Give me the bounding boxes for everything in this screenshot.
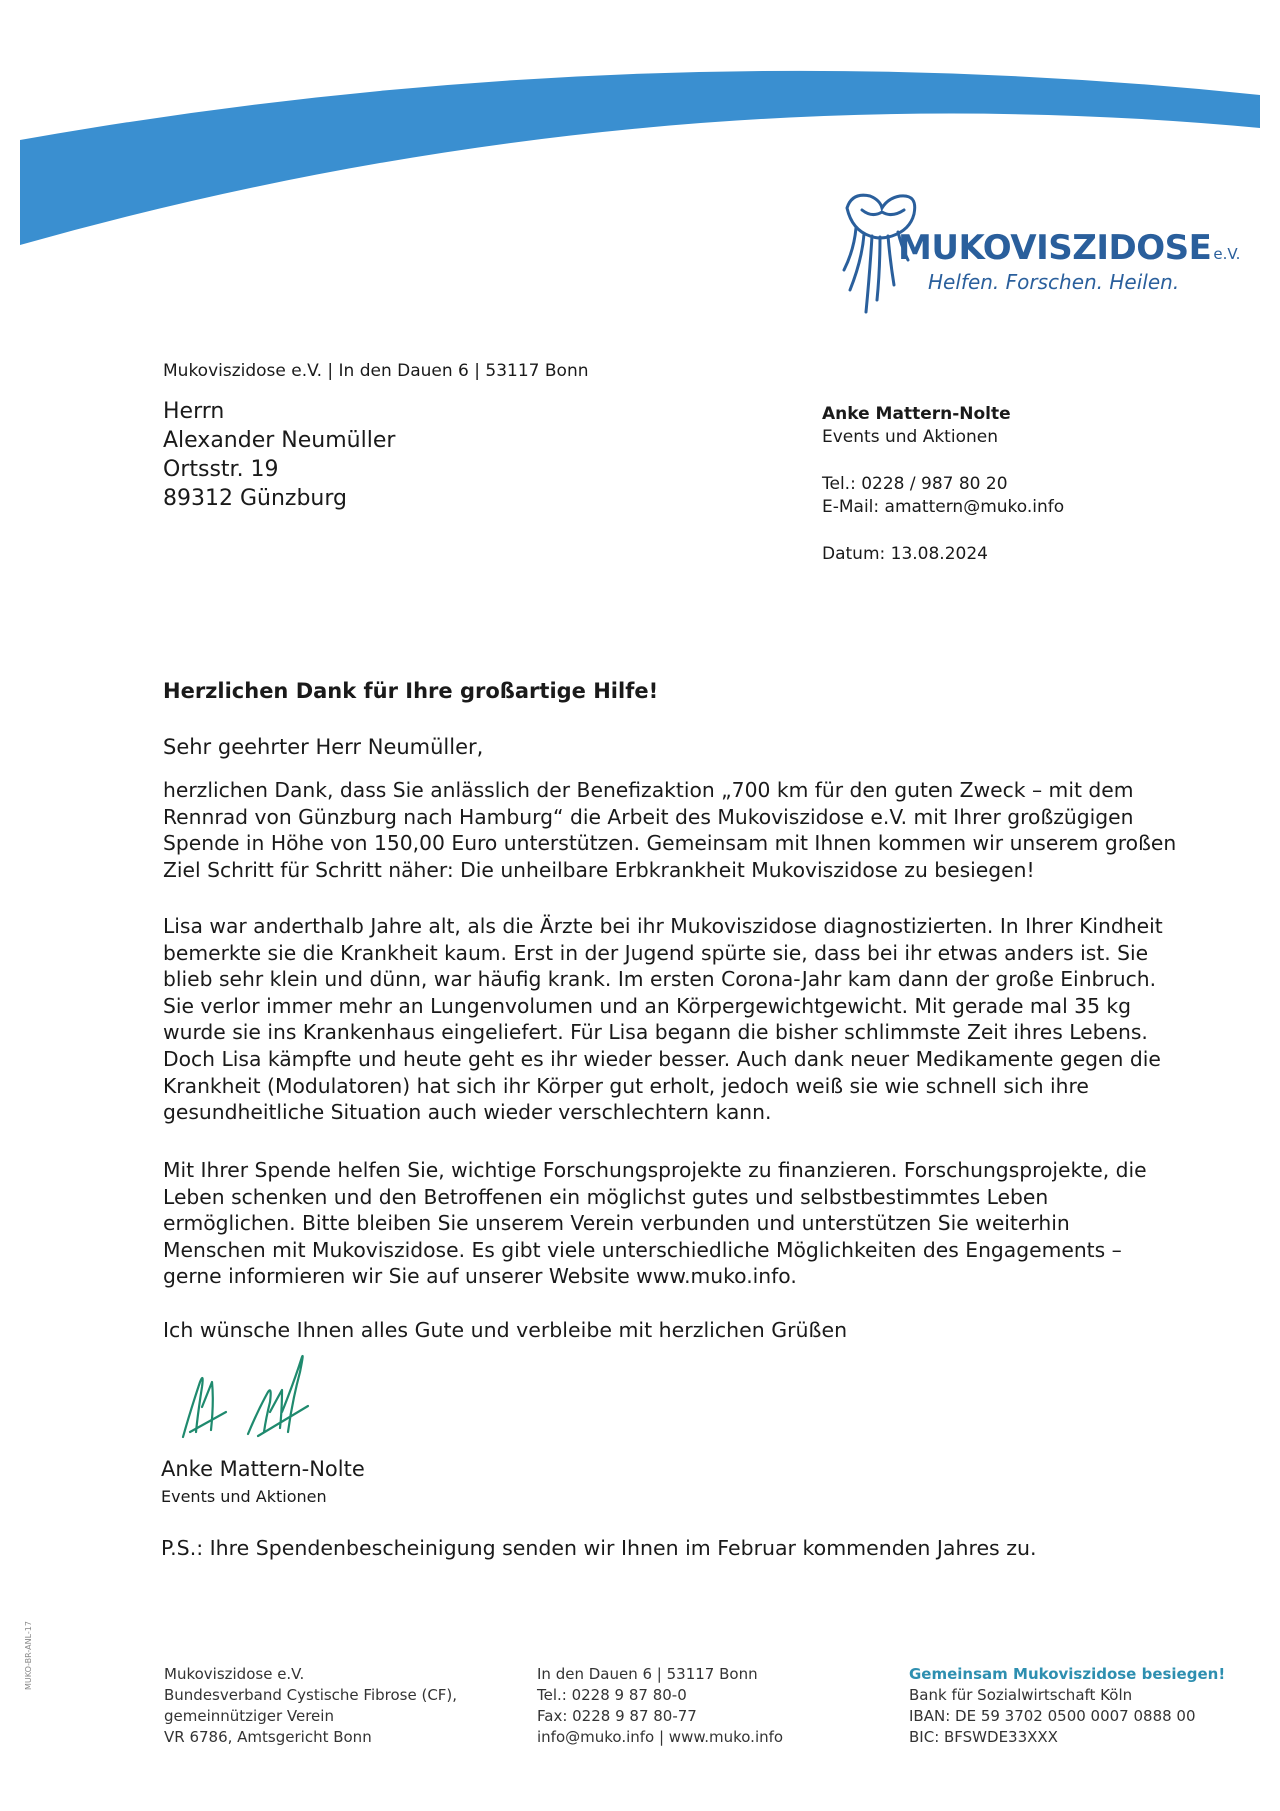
paragraph-line: Lisa war anderthalb Jahre alt, als die Ärzte bei ihr Mukoviszidose diagnostizierten. In Ihrer Kindheit — [163, 914, 1163, 938]
footer-line: VR 6786, Amtsgericht Bonn — [164, 1728, 372, 1746]
footer-contact — [537, 1664, 783, 1748]
contact-block — [822, 403, 1064, 566]
paragraph-line: Spende in Höhe von 150,00 Euro unterstützen. Gemeinsam mit Ihnen kommen wir unserem großen — [163, 831, 1177, 856]
body-paragraph-3 — [163, 1157, 1213, 1290]
letter-subject: Herzlichen Dank für Ihre großartige Hilfe! — [163, 679, 659, 703]
body-paragraph-1 — [163, 777, 1213, 883]
paragraph-line: gesundheitliche Situation auch wieder verschlechtern kann. — [163, 1100, 772, 1125]
paragraph-line: Sie verlor immer mehr an Lungenvolumen und an Körpergewichtgewicht. Mit gerade mal 35 kg — [163, 993, 1132, 1018]
brand-suffix: e.V. — [1213, 245, 1241, 263]
handwritten-signature — [178, 1352, 338, 1452]
contact-email[interactable]: E-Mail: amattern@muko.info — [822, 497, 1065, 517]
recipient-address — [163, 397, 395, 513]
footer-web-links[interactable]: info@muko.info | www.muko.info — [537, 1728, 784, 1746]
footer-tagline: Gemeinsam Mukoviszidose besiegen! — [909, 1665, 1226, 1683]
footer-organization — [164, 1664, 457, 1748]
reference-code: MUKO-BR-ANL-17 — [24, 1621, 33, 1690]
letter-salutation: Sehr geehrter Herr Neumüller, — [163, 735, 484, 759]
footer-line: Mukoviszidose e.V. — [164, 1665, 305, 1683]
recipient-title: Herrn — [163, 399, 225, 424]
footer-line: Bank für Sozialwirtschaft Köln — [909, 1686, 1133, 1704]
footer-line: In den Dauen 6 | 53117 Bonn — [537, 1665, 758, 1683]
closing-line: Ich wünsche Ihnen alles Gute und verbleibe mit herzlichen Grüßen — [163, 1318, 848, 1342]
recipient-city: 89312 Günzburg — [163, 486, 347, 511]
paragraph-line: herzlichen Dank, dass Sie anlässlich der Benefizaktion „700 km für den guten Zweck – mit dem — [163, 778, 1134, 802]
recipient-name: Alexander Neumüller — [163, 428, 396, 453]
paragraph-line: ermöglichen. Bitte bleiben Sie unserem Verein verbunden und unterstützen Sie weiterhin — [163, 1211, 1070, 1236]
letter-date: Datum: 13.08.2024 — [822, 544, 988, 564]
signer-role: Events und Aktionen — [161, 1487, 327, 1506]
paragraph-line: Menschen mit Mukoviszidose. Es gibt viele unterschiedliche Möglichkeiten des Engagements – — [163, 1237, 1122, 1262]
footer-line: gemeinnütziger Verein — [164, 1707, 334, 1725]
footer-line: Fax: 0228 9 87 80-77 — [537, 1707, 697, 1725]
paragraph-line: gerne informieren wir Sie auf unserer Website www.muko.info. — [163, 1264, 797, 1289]
footer-line: BIC: BFSWDE33XXX — [909, 1728, 1058, 1746]
footer-line: Tel.: 0228 9 87 80-0 — [537, 1686, 687, 1704]
contact-phone: Tel.: 0228 / 987 80 20 — [822, 474, 1008, 494]
postscript: P.S.: Ihre Spendenbescheinigung senden wir Ihnen im Februar kommenden Jahres zu. — [161, 1536, 1037, 1560]
logo-wordmark — [898, 228, 1240, 268]
footer-line: IBAN: DE 59 3702 0500 0007 0888 00 — [909, 1707, 1196, 1725]
contact-department: Events und Aktionen — [822, 427, 998, 447]
paragraph-line: Krankheit (Modulatoren) hat sich ihr Körper gut erholt, jedoch weiß sie wie schnell sich ihre — [163, 1073, 1089, 1098]
paragraph-line: Leben schenken und den Betroffenen ein möglichst gutes und selbstbestimmtes Leben — [163, 1184, 1049, 1209]
brand-slogan: Helfen. Forschen. Heilen. — [928, 270, 1180, 294]
paragraph-line: wurde sie ins Krankenhaus eingeliefert. Für Lisa begann die bisher schlimmste Zeit ihres Lebens. — [163, 1020, 1148, 1045]
paragraph-line: Mit Ihrer Spende helfen Sie, wichtige Forschungsprojekte zu finanzieren. Forschungsprojekte, die — [163, 1158, 1147, 1182]
paragraph-line: Ziel Schritt für Schritt näher: Die unheilbare Erbkrankheit Mukoviszidose zu besiegen! — [163, 857, 1035, 882]
paragraph-line: Doch Lisa kämpfte und heute geht es ihr wieder besser. Auch dank neuer Medikamente gegen die — [163, 1046, 1161, 1071]
recipient-street: Ortsstr. 19 — [163, 457, 279, 482]
contact-name: Anke Mattern-Nolte — [822, 404, 1011, 424]
signer-name: Anke Mattern-Nolte — [161, 1457, 365, 1481]
footer-bank — [909, 1664, 1225, 1748]
paragraph-line: Rennrad von Günzburg nach Hamburg“ die Arbeit des Mukoviszidose e.V. mit Ihrer großzügigen — [163, 804, 1134, 829]
paragraph-line: blieb sehr klein und dünn, war häufig krank. Im ersten Corona-Jahr kam dann der große Einbruch. — [163, 967, 1157, 992]
body-paragraph-2 — [163, 913, 1213, 1126]
footer-line: Bundesverband Cystische Fibrose (CF), — [164, 1686, 458, 1704]
paragraph-line: bemerkte sie die Krankheit kaum. Erst in der Jugend spürte sie, dass bei ihr etwas anders ist. Sie — [163, 940, 1149, 965]
sender-address-line: Mukoviszidose e.V. | In den Dauen 6 | 53117 Bonn — [163, 361, 589, 381]
brand-name: MUKOVISZIDOSE — [898, 228, 1212, 268]
